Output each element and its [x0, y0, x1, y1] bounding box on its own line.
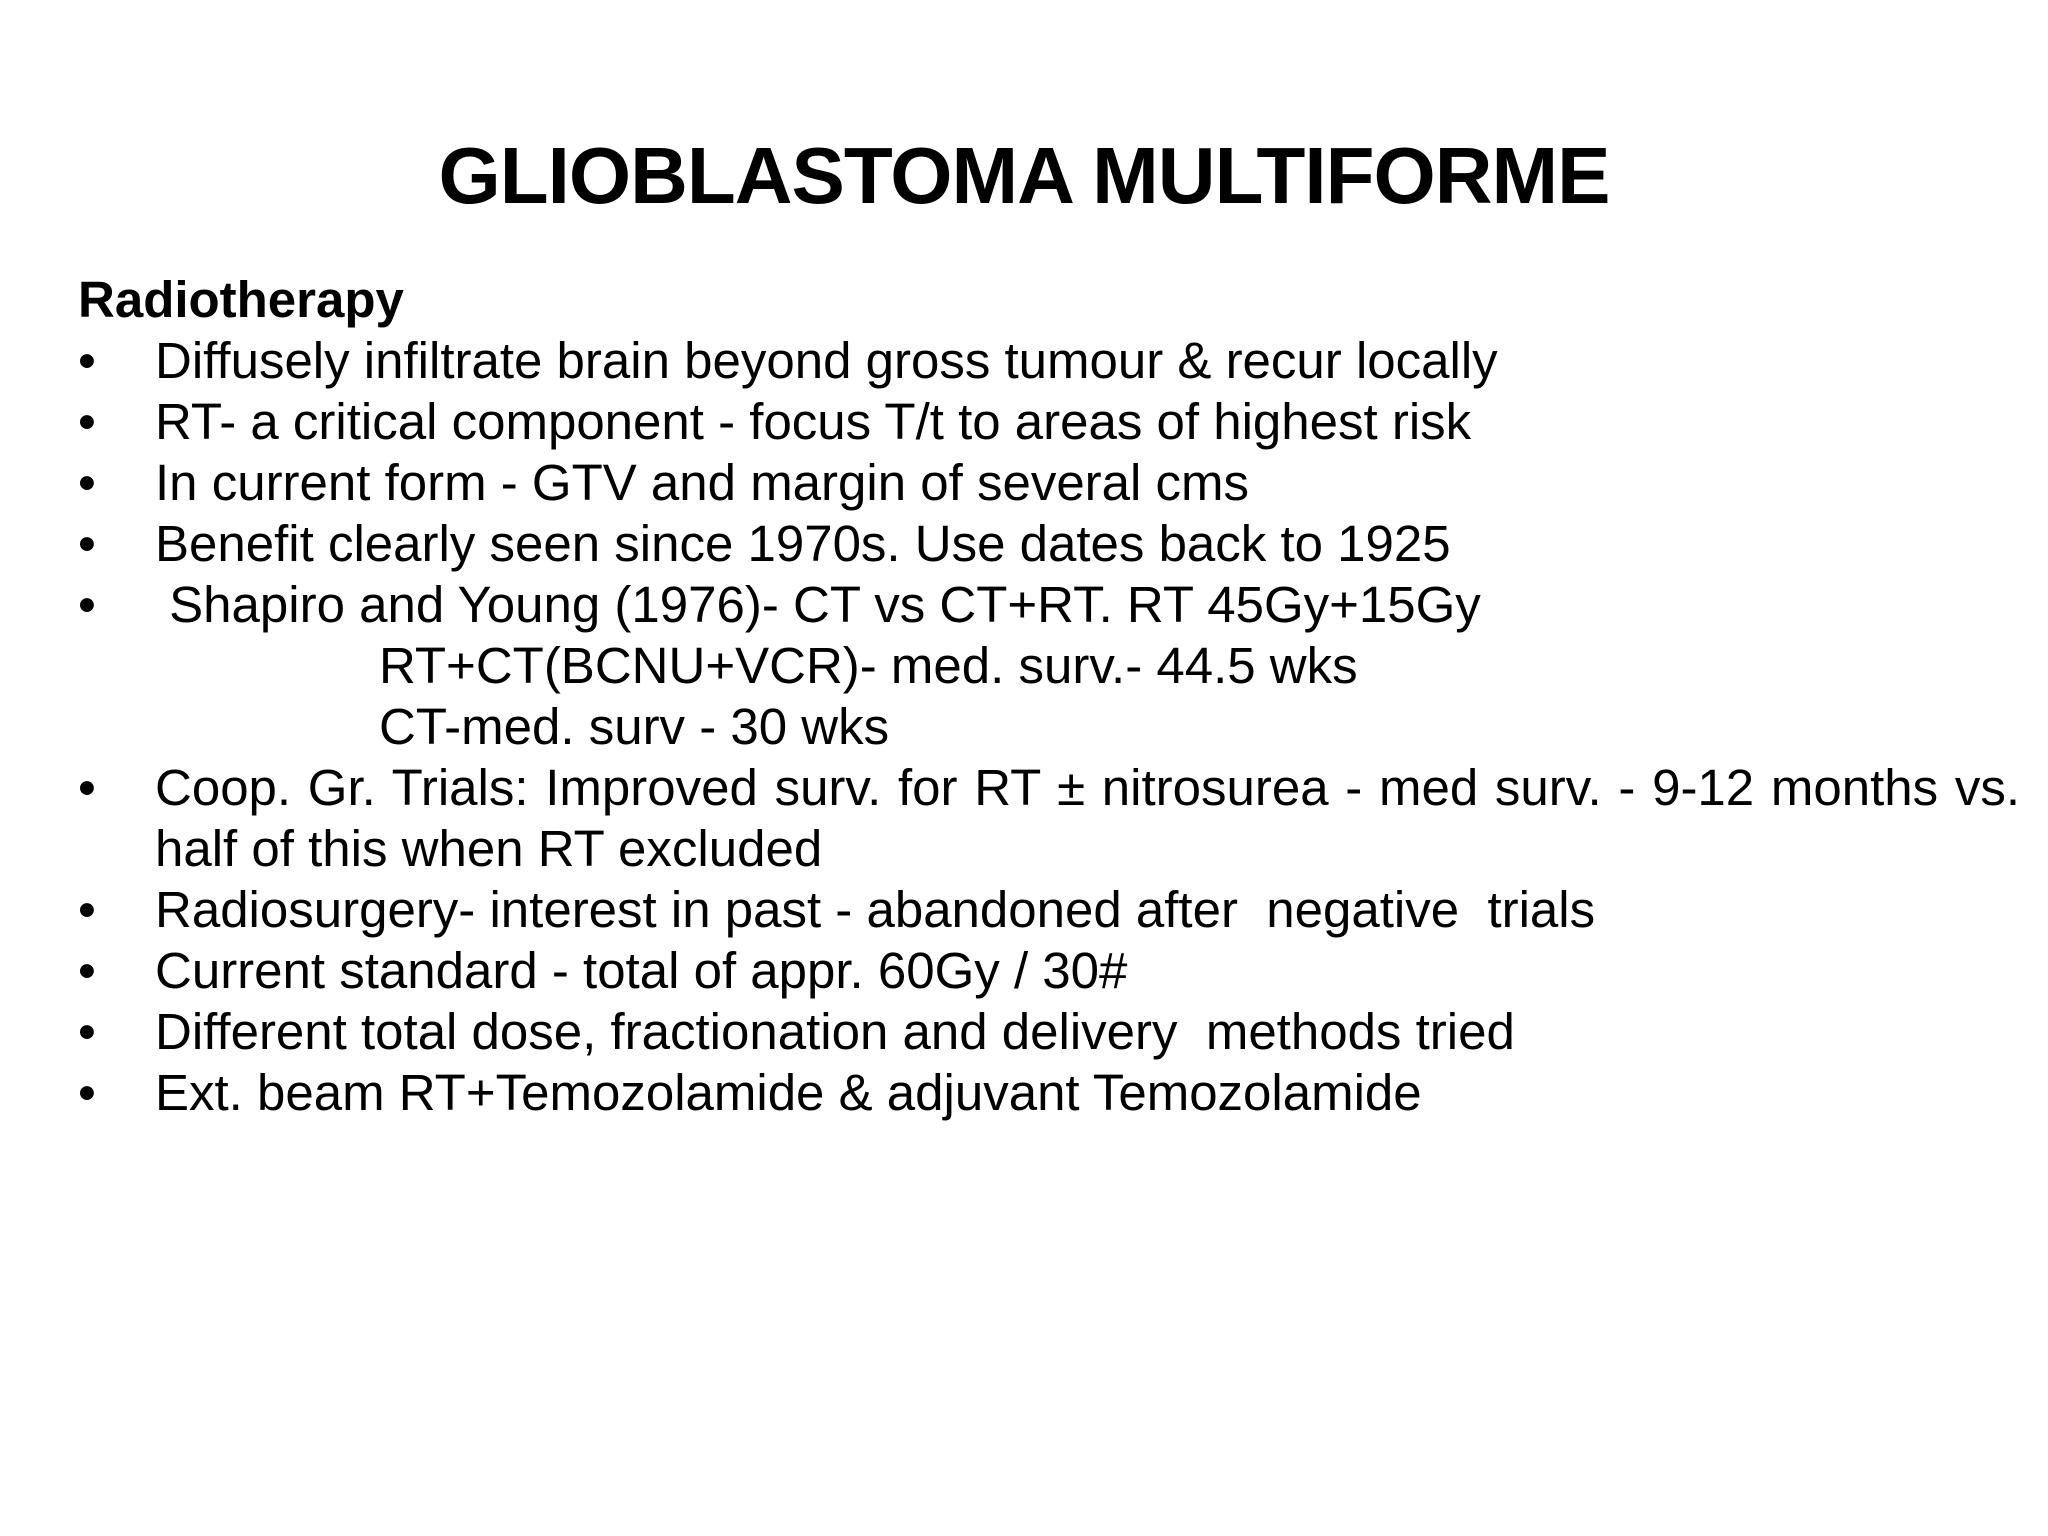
bullet-text: Shapiro and Young (1976)- CT vs CT+RT. RT 45Gy+15Gy: [155, 576, 1481, 633]
bullet-item: [78, 1062, 2018, 1123]
bullet-list: [78, 330, 2018, 1123]
bullet-text: Diffusely infiltrate brain beyond gross tumour & recur locally: [155, 332, 1498, 389]
bullet-item: [78, 391, 2018, 452]
bullet-icon: •: [78, 454, 96, 511]
bullet-icon: •: [78, 1064, 96, 1121]
bullet-item: [78, 757, 2018, 879]
bullet-item: [78, 452, 2018, 513]
bullet-item: [78, 879, 2018, 940]
bullet-text: Ext. beam RT+Temozolamide & adjuvant Temozolamide: [155, 1064, 1422, 1121]
bullet-icon: •: [78, 942, 96, 999]
bullet-text: Different total dose, fractionation and delivery methods tried: [155, 1003, 1515, 1060]
bullet-icon: •: [78, 576, 96, 633]
bullet-text: Coop. Gr. Trials: Improved surv. for RT ± nitrosurea - med surv. - 9-12 months vs. half of this when RT excluded: [155, 759, 2020, 877]
bullet-icon: •: [78, 332, 96, 389]
section-heading: Radiotherapy: [78, 271, 404, 328]
bullet-text: In current form - GTV and margin of several cms: [155, 454, 1250, 511]
bullet-icon: •: [78, 1003, 96, 1060]
slide-content: [78, 270, 2018, 1123]
bullet-icon: •: [78, 515, 96, 572]
bullet-item: [78, 330, 2018, 391]
bullet-item: [78, 1001, 2018, 1062]
bullet-subline: CT-med. surv - 30 wks: [379, 698, 890, 755]
bullet-icon: •: [78, 881, 96, 938]
bullet-item: [78, 940, 2018, 1001]
bullet-text: Benefit clearly seen since 1970s. Use dates back to 1925: [155, 515, 1451, 572]
bullet-text: Radiosurgery- interest in past - abandoned after negative trials: [155, 881, 1596, 938]
bullet-subline: RT+CT(BCNU+VCR)- med. surv.- 44.5 wks: [379, 637, 1358, 694]
bullet-icon: •: [78, 759, 96, 816]
slide-title: GLIOBLASTOMA MULTIFORME: [438, 131, 1610, 220]
bullet-item: [78, 513, 2018, 574]
bullet-text: Current standard - total of appr. 60Gy / 30#: [155, 942, 1128, 999]
bullet-icon: •: [78, 393, 96, 450]
bullet-item: [78, 574, 2018, 757]
bullet-text: RT- a critical component - focus T/t to areas of highest risk: [155, 393, 1472, 450]
